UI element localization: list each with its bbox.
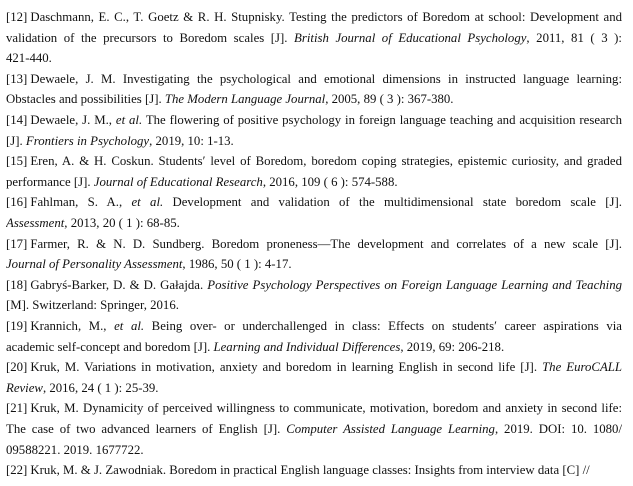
- reference-text: , 2019. DOI: 10. 1080/: [494, 421, 622, 436]
- reference-line: [6, 151, 622, 172]
- reference-line: [6, 234, 622, 255]
- reference-line: [6, 69, 622, 90]
- reference-entry: [6, 234, 622, 275]
- reference-text: Fahlman, S. A.,: [30, 195, 132, 210]
- reference-line: [6, 378, 622, 399]
- reference-number: [13]: [6, 71, 28, 86]
- reference-title-italic: Computer Assisted Language Learning: [286, 421, 495, 436]
- reference-line: [6, 357, 622, 378]
- reference-number: [16]: [6, 195, 28, 210]
- reference-text: , 2016, 24 ( 1 ): 25-39.: [42, 380, 159, 395]
- reference-line: [6, 89, 622, 110]
- reference-entry: [6, 460, 622, 481]
- reference-text: [J].: [6, 133, 26, 148]
- reference-title-italic: Learning and Individual Differences: [213, 339, 401, 354]
- reference-entry: [6, 316, 622, 357]
- reference-line: [6, 172, 622, 193]
- reference-text: Krannich, M.,: [30, 319, 115, 333]
- reference-line: [6, 48, 622, 69]
- reference-line: [6, 419, 622, 440]
- reference-text: validation of the precursors to Boredom scales [J].: [6, 30, 295, 45]
- reference-text: Daschmann, E. C., T. Goetz & R. H. Stupnisky. Testing the predictors of Boredom at school: Development and: [30, 10, 622, 24]
- reference-number: [19]: [6, 319, 28, 333]
- reference-text: performance [J].: [6, 174, 94, 189]
- reference-entry: [6, 275, 622, 316]
- reference-title-italic: et al.: [114, 319, 145, 333]
- reference-entry: [6, 151, 622, 192]
- reference-line: [6, 316, 622, 337]
- reference-number: [20]: [6, 360, 28, 375]
- reference-line: [6, 295, 622, 316]
- reference-title-italic: Positive Psychology Perspectives on Foreign Language Learning and Teaching: [207, 277, 622, 292]
- reference-text: Farmer, R. & N. D. Sundberg. Boredom proneness—The development and correlates of a new scale [J].: [30, 236, 622, 251]
- reference-number: [22]: [6, 463, 28, 478]
- reference-line: [6, 275, 622, 296]
- reference-text: Dewaele, J. M. Investigating the psychological and emotional dimensions in instructed language learning:: [30, 71, 622, 86]
- reference-line: [6, 110, 622, 131]
- reference-title-italic: et al.: [115, 113, 143, 127]
- reference-text: [M]. Switzerland: Springer, 2016.: [6, 298, 179, 313]
- reference-number: [18]: [6, 277, 28, 292]
- reference-text: Being over- or underchallenged in class: Effects on students′ career aspirations via: [144, 319, 622, 333]
- reference-text: Development and validation of the multidimensional state boredom scale [J].: [163, 195, 622, 210]
- reference-text: , 2011, 81 ( 3 ):: [526, 30, 622, 45]
- reference-number: [15]: [6, 154, 28, 169]
- reference-text: 09588221. 2019. 1677722.: [6, 442, 144, 457]
- reference-text: Eren, A. & H. Coskun. Students′ level of Boredom, boredom coping strategies, epistemic curiosity, and graded: [30, 154, 622, 169]
- reference-title-italic: Frontiers in Psychology: [25, 133, 150, 148]
- reference-text: , 1986, 50 ( 1 ): 4-17.: [182, 257, 292, 272]
- reference-text: Obstacles and possibilities [J].: [6, 92, 165, 107]
- reference-text: The case of two advanced learners of English [J].: [6, 421, 287, 436]
- reference-number: [21]: [6, 401, 28, 416]
- reference-line: [6, 7, 622, 28]
- reference-text: , 2019, 69: 206-218.: [400, 339, 505, 354]
- reference-entry: [6, 7, 622, 69]
- reference-title-italic: The Modern Language Journal: [164, 92, 326, 107]
- reference-text: , 2013, 20 ( 1 ): 68-85.: [64, 215, 180, 230]
- reference-text: , 2016, 109 ( 6 ): 574-588.: [262, 174, 398, 189]
- reference-entry: [6, 69, 622, 110]
- reference-text: , 2005, 89 ( 3 ): 367-380.: [325, 92, 454, 107]
- reference-title-italic: Journal of Educational Research: [93, 174, 263, 189]
- reference-number: [17]: [6, 236, 28, 251]
- reference-entry: [6, 192, 622, 233]
- reference-line: [6, 192, 622, 213]
- reference-entry: [6, 357, 622, 398]
- reference-line: [6, 254, 622, 275]
- reference-line: [6, 213, 622, 234]
- reference-entry: [6, 110, 622, 151]
- reference-text: , 2019, 10: 1-13.: [149, 133, 234, 148]
- reference-entry: [6, 398, 622, 460]
- reference-line: [6, 440, 622, 461]
- reference-line: [6, 398, 622, 419]
- reference-text: 421-440.: [6, 51, 52, 66]
- reference-line: [6, 131, 622, 152]
- reference-text: academic self-concept and boredom [J].: [6, 339, 214, 354]
- reference-number: [12]: [6, 10, 28, 24]
- reference-text: The flowering of positive psychology in foreign language teaching and acquisition research: [142, 113, 622, 127]
- reference-title-italic: British Journal of Educational Psychology: [294, 30, 527, 45]
- reference-text: Gabryś-Barker, D. & D. Gałajda.: [30, 277, 208, 292]
- reference-number: [14]: [6, 113, 28, 127]
- reference-line: [6, 460, 622, 481]
- reference-title-italic: Review: [6, 380, 43, 395]
- reference-line: [6, 28, 622, 49]
- reference-title-italic: The EuroCALL: [542, 360, 622, 375]
- reference-text: Dewaele, J. M.,: [30, 113, 116, 127]
- reference-title-italic: Assessment: [6, 215, 65, 230]
- reference-title-italic: Journal of Personality Assessment: [6, 257, 183, 272]
- reference-text: Kruk, M. & J. Zawodniak. Boredom in practical English language classes: Insights from interview data [C] //: [30, 463, 590, 478]
- reference-title-italic: et al.: [131, 195, 164, 210]
- reference-line: [6, 337, 622, 358]
- reference-text: Kruk, M. Variations in motivation, anxiety and boredom in learning English in second life [J].: [30, 360, 543, 375]
- reference-text: Kruk, M. Dynamicity of perceived willingness to communicate, motivation, boredom and anxiety in second life:: [30, 401, 622, 416]
